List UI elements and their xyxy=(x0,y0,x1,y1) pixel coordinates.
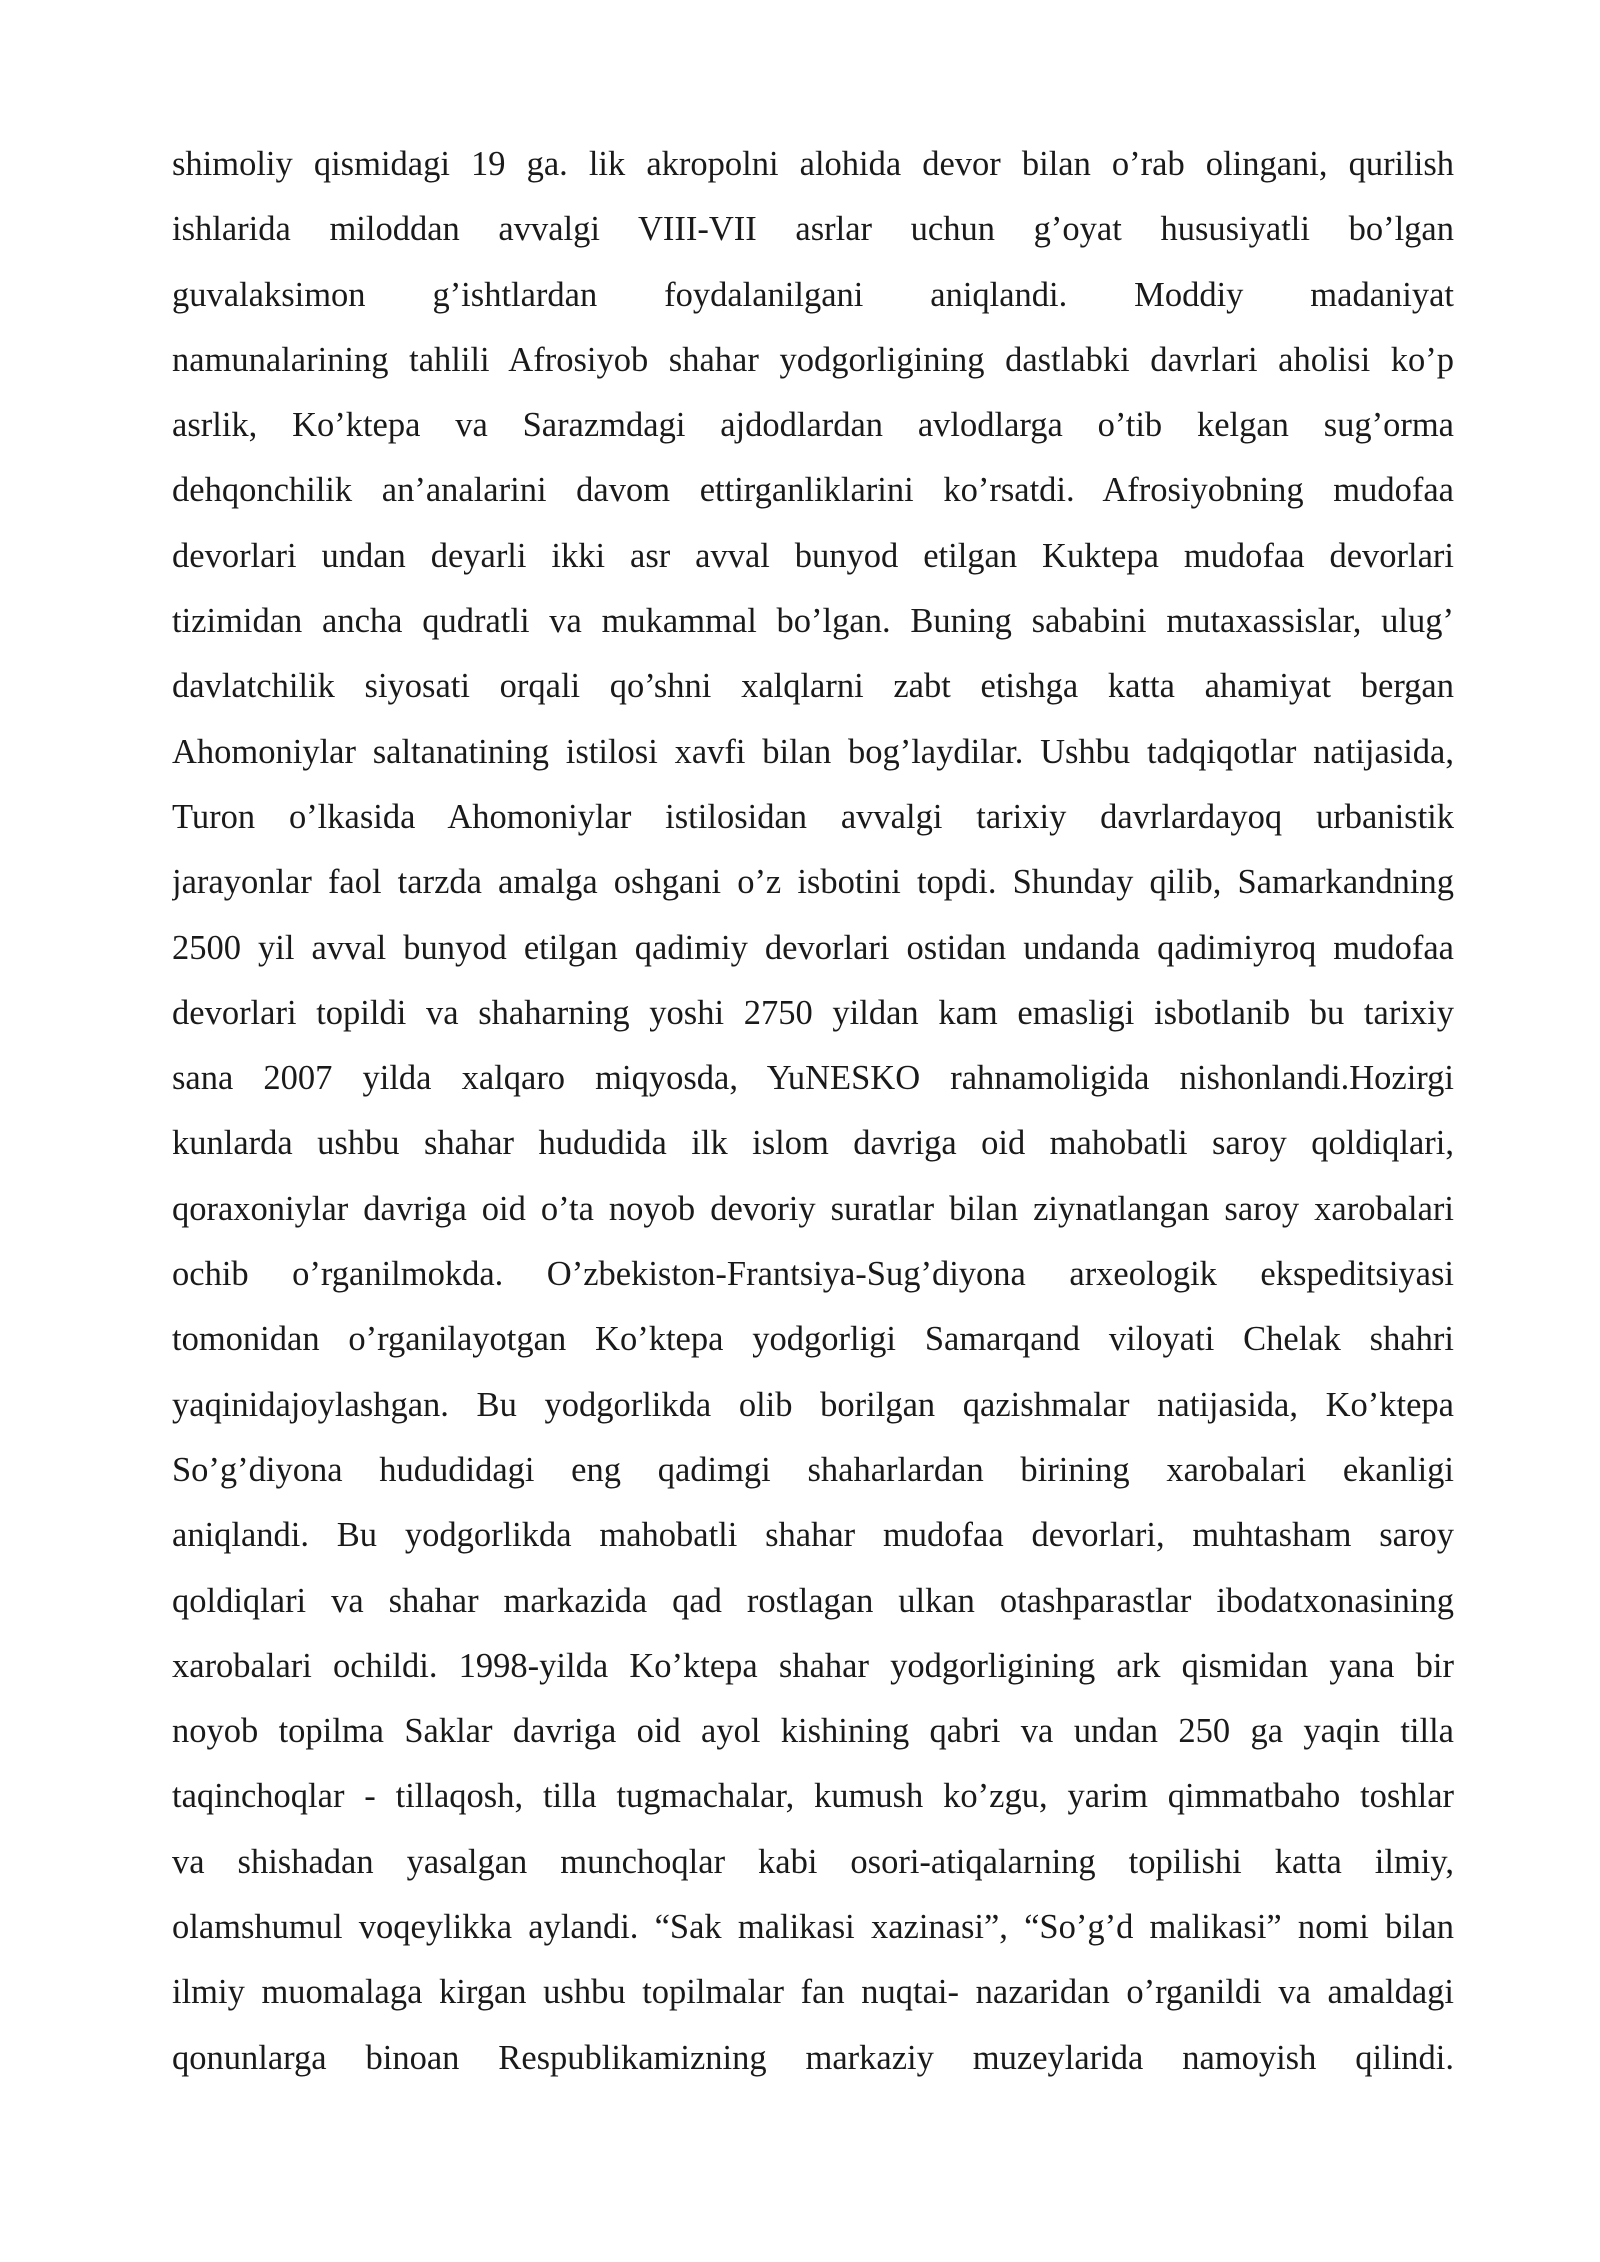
text-line: yaqinidajoylashgan. Bu yodgorlikda olib borilgan qazishmalar natijasida, Ko’ktepa xyxy=(172,1385,1454,1424)
text-line: davlatchilik siyosati orqali qo’shni xalqlarni zabt etishga katta ahamiyat bergan xyxy=(172,667,1454,706)
text-line: ishlarida miloddan avvalgi VIII-VII asrlar uchun g’oyat hususiyatli bo’lgan xyxy=(172,210,1454,249)
text-line: jarayonlar faol tarzda amalga oshgani o’z isbotini topdi. Shunday qilib, Samarkandning xyxy=(172,863,1454,902)
text-line: devorlari topildi va shaharning yoshi 2750 yildan kam emasligi isbotlanib bu tarixiy xyxy=(172,993,1454,1032)
text-line: olamshumul voqeylikka aylandi. “Sak malikasi xazinasi”, “So’g’d malikasi” nomi bilan xyxy=(172,1908,1454,1947)
text-line: tomonidan o’rganilayotgan Ko’ktepa yodgorligi Samarqand viloyati Chelak shahri xyxy=(172,1320,1454,1359)
text-line: ilmiy muomalaga kirgan ushbu topilmalar fan nuqtai- nazaridan o’rganildi va amaldagi xyxy=(172,1973,1454,2012)
text-line: qonunlarga binoan Respublikamizning markaziy muzeylarida namoyish qilindi. xyxy=(172,2038,1454,2077)
text-line: Turon o’lkasida Ahomoniylar istilosidan avvalgi tarixiy davrlardayoq urbanistik xyxy=(172,797,1454,836)
text-line: shimoliy qismidagi 19 ga. lik akropolni alohida devor bilan o’rab olingani, qurilish xyxy=(172,145,1454,183)
text-line: taqinchoqlar - tillaqosh, tilla tugmachalar, kumush ko’zgu, yarim qimmatbaho toshlar xyxy=(172,1777,1454,1816)
text-line: dehqonchilik an’analarini davom ettirganliklarini ko’rsatdi. Afrosiyobning mudofaa xyxy=(172,471,1454,510)
text-line: kunlarda ushbu shahar hududida ilk islom davriga oid mahobatli saroy qoldiqlari, xyxy=(172,1124,1454,1163)
text-line: 2500 yil avval bunyod etilgan qadimiy devorlari ostidan undanda qadimiyroq mudofaa xyxy=(172,928,1454,967)
body-text xyxy=(172,132,1454,2091)
text-line: asrlik, Ko’ktepa va Sarazmdagi ajdodlardan avlodlarga o’tib kelgan sug’orma xyxy=(172,406,1454,445)
text-line: tizimidan ancha qudratli va mukammal bo’lgan. Buning sababini mutaxassislar, ulug’ xyxy=(172,602,1454,641)
text-line: qoraxoniylar davriga oid o’ta noyob devoriy suratlar bilan ziynatlangan saroy xarobalari xyxy=(172,1189,1454,1228)
text-line: qoldiqlari va shahar markazida qad rostlagan ulkan otashparastlar ibodatxonasining xyxy=(172,1581,1454,1620)
text-line: va shishadan yasalgan munchoqlar kabi osori-atiqalarning topilishi katta ilmiy, xyxy=(172,1842,1454,1881)
text-line: ochib o’rganilmokda. O’zbekiston-Frantsiya-Sug’diyona arxeologik ekspeditsiyasi xyxy=(172,1255,1454,1294)
text-line: So’g’diyona hududidagi eng qadimgi shaharlardan birining xarobalari ekanligi xyxy=(172,1450,1454,1489)
text-line: namunalarining tahlili Afrosiyob shahar yodgorligining dastlabki davrlari aholisi ko’p xyxy=(172,340,1454,379)
text-line: noyob topilma Saklar davriga oid ayol kishining qabri va undan 250 ga yaqin tilla xyxy=(172,1712,1454,1751)
text-line: guvalaksimon g’ishtlardan foydalanilgani aniqlandi. Moddiy madaniyat xyxy=(172,275,1454,314)
text-line: xarobalari ochildi. 1998-yilda Ko’ktepa shahar yodgorligining ark qismidan yana bir xyxy=(172,1646,1454,1685)
text-line: sana 2007 yilda xalqaro miqyosda, YuNESKO rahnamoligida nishonlandi.Hozirgi xyxy=(172,1059,1454,1098)
text-line: Ahomoniylar saltanatining istilosi xavfi bilan bog’laydilar. Ushbu tadqiqotlar natijasida, xyxy=(172,732,1454,771)
text-line: devorlari undan deyarli ikki asr avval bunyod etilgan Kuktepa mudofaa devorlari xyxy=(172,536,1454,575)
text-line: aniqlandi. Bu yodgorlikda mahobatli shahar mudofaa devorlari, muhtasham saroy xyxy=(172,1516,1454,1555)
